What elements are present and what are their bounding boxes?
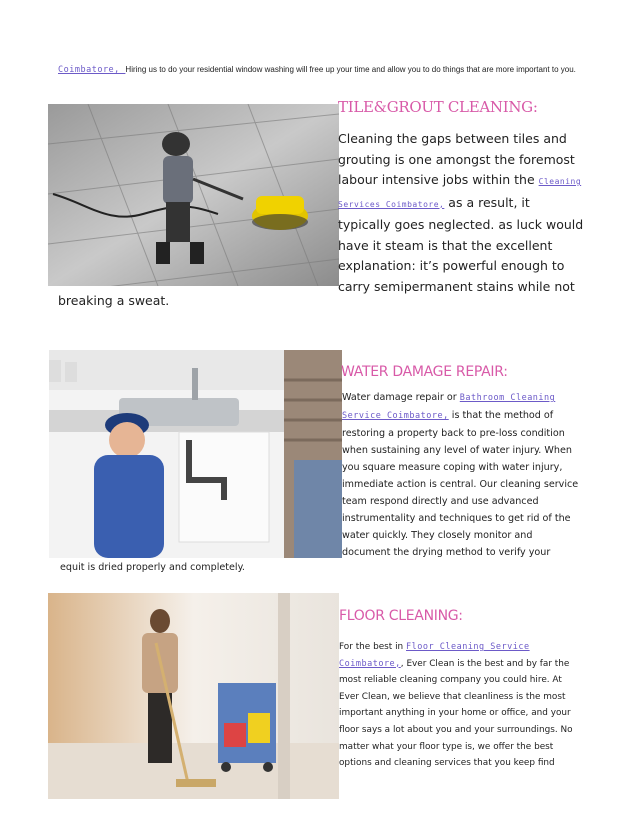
intro-text: Hiring us to do your residential window washing will free up your time and allow you to do things that are more important to you.: [125, 65, 576, 74]
body-text: is that the method of restoring a property back to pre-loss condition when sustaining any level of water injury. When you square measure coping with water injury, immediate action is central. Our cleaning service team respond directly and use advanced instrumentality and techniques to get rid of the water quickly. They closely monitor and document the drying method to verify your: [342, 410, 579, 558]
section-tail-text: equit is dried properly and completely.: [60, 562, 245, 573]
section-body-water-damage: [342, 389, 582, 561]
cleaning-services-link[interactable]: Cleaning Services Coimbatore,: [338, 177, 582, 209]
section-title-floor-cleaning: FLOOR CLEANING:: [339, 608, 463, 624]
mopping-cleaner-photo: [48, 593, 339, 799]
section-body-tile-grout: [338, 129, 584, 297]
section-tail-text: breaking a sweat.: [58, 293, 170, 308]
mopping-cleaner-image: [48, 593, 339, 799]
floor-polisher-image: [48, 104, 339, 286]
body-text: , Ever Clean is the best and by far the most reliable cleaning company you could hire. At Ever Clean, we believe that cleanliness is the most important anything in your home or office, and your floor says a lot about you and your surroundings. No matter what your floor type is, we offer the best options and cleaning services that you keep find: [339, 658, 573, 769]
plumber-sink-image: [49, 350, 342, 558]
section-body-floor-cleaning: [339, 639, 579, 772]
section-title-tile-grout: TILE&GROUT CLEANING:: [338, 98, 538, 116]
section-title-water-damage: WATER DAMAGE REPAIR:: [341, 364, 508, 380]
plumber-sink-photo: [49, 350, 342, 558]
intro-link[interactable]: Coimbatore,: [58, 65, 126, 75]
floor-cleaning-link[interactable]: Floor Cleaning Service Coimbatore,: [339, 642, 530, 669]
body-text: as a result, it typically goes neglected. as luck would have it steam is that the excellent explanation: it’s powerful enough to carry semipermanent stains while not: [338, 194, 584, 294]
body-text: For the best in: [339, 642, 407, 652]
intro-paragraph: [58, 60, 588, 80]
floor-polisher-photo: [48, 104, 339, 286]
bathroom-cleaning-link[interactable]: Bathroom Cleaning Service Coimbatore,: [342, 393, 556, 421]
body-text: Cleaning the gaps between tiles and grouting is one amongst the foremost labour intensive jobs within the: [338, 131, 575, 187]
body-text: Water damage repair or: [342, 392, 460, 403]
